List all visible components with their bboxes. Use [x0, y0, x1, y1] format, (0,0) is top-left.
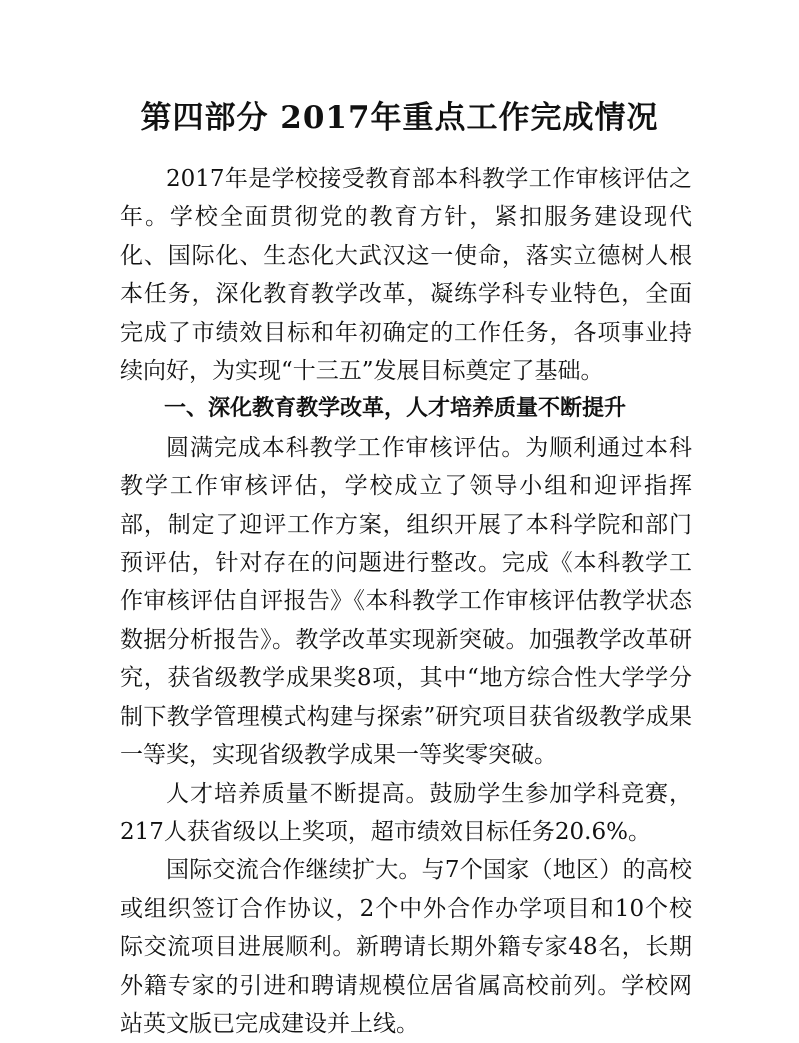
section-heading-1: 一、深化教育教学改革，人才培养质量不断提升 — [164, 396, 627, 422]
document-body — [120, 160, 692, 1043]
paragraph-intro: 2017年是学校接受教育部本科教学工作审核评估之年。学校全面贯彻党的教育方针，紧扣服务建设现代化、国际化、生态化大武汉这一使命，落实立德树人根本任务，深化教育教学改革，凝练学科专业特色，全面完成了市绩效目标和年初确定的工作任务，各项事业持续向好，为实现“十三五”发展目标奠定了基础。 — [120, 166, 692, 385]
paragraph-teaching-assessment: 圆满完成本科教学工作审核评估。为顺利通过本科教学工作审核评估，学校成立了领导小组和迎评指挥部，制定了迎评工作方案，组织开展了本科学院和部门预评估，针对存在的问题进行整改。完成《本科教学工作审核评估自评报告》《本科教学工作审核评估教学状态数据分析报告》。教学改革实现新突破。加强教学改革研究，获省级教学成果奖8项，其中“地方综合性大学学分制下教学管理模式构建与探索”研究项目获省级教学成果一等奖，实现省级教学成果一等奖零突破。 — [120, 434, 692, 769]
paragraph-talent-quality: 人才培养质量不断提高。鼓励学生参加学科竞赛，217人获省级以上奖项，超市绩效目标任务20.6%。 — [120, 780, 692, 845]
document-title: 第四部分 2017年重点工作完成情况 — [140, 100, 659, 136]
paragraph-international-exchange: 国际交流合作继续扩大。与7个国家（地区）的高校或组织签订合作协议，2个中外合作办学项目和10个校际交流项目进展顺利。新聘请长期外籍专家48名，长期外籍专家的引进和聘请规模位居省属高校前列。学校网站英文版已完成建设并上线。 — [120, 857, 692, 1037]
